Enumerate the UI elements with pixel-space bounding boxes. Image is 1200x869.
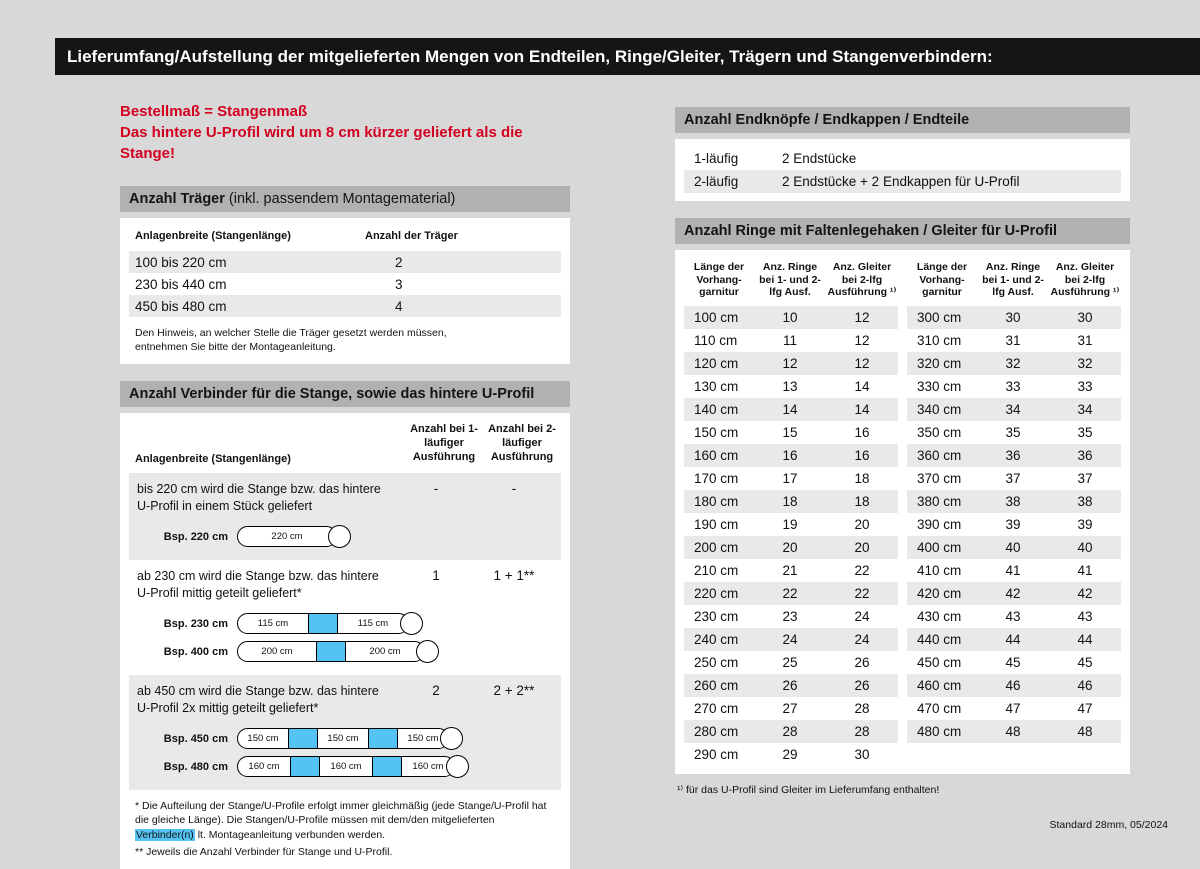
ringe-table-right — [907, 258, 1121, 766]
ringe-row-rings: 31 — [1005, 332, 1021, 348]
ringe-row-gliders: 28 — [854, 700, 870, 716]
rod-example — [137, 753, 553, 781]
rod-connector — [372, 757, 402, 776]
verbinder-footnote-1 — [135, 799, 555, 843]
rod-diagram — [237, 641, 425, 662]
ringe-row-rings: 43 — [1005, 608, 1021, 624]
endteile-row-type: 2-läufig — [694, 174, 739, 189]
ringe-row-gliders: 22 — [854, 585, 870, 601]
rod-connector — [316, 642, 346, 661]
ringe-row-gliders: 34 — [1077, 401, 1093, 417]
ringe-row-length: 400 cm — [917, 539, 962, 555]
ringe-row-gliders: 22 — [854, 562, 870, 578]
rod-segment: 150 cm — [407, 733, 439, 745]
table-row — [129, 295, 561, 317]
traeger-row-count: 4 — [395, 298, 403, 314]
ringe-row-gliders: 18 — [854, 470, 870, 486]
ringe-row-rings: 21 — [782, 562, 798, 578]
ringe-row-rings: 47 — [1005, 700, 1021, 716]
ringe-row-gliders: 42 — [1077, 585, 1093, 601]
verbinder-footnote-2: ** Jeweils die Anzahl Verbinder für Stange und U-Profil. — [135, 845, 393, 858]
rod-connector — [368, 729, 398, 748]
verbinder-count-2run: 2 + 2** — [493, 682, 535, 698]
rod-example — [137, 523, 553, 551]
table-row — [907, 674, 1121, 697]
ringe-row-rings: 15 — [782, 424, 798, 440]
ringe-row-gliders: 33 — [1077, 378, 1093, 394]
table-row — [684, 720, 898, 743]
table-row — [907, 398, 1121, 421]
ringe-row-gliders: 14 — [854, 401, 870, 417]
table-row — [129, 273, 561, 295]
ringe-row-gliders: 35 — [1077, 424, 1093, 440]
ringe-row-gliders: 37 — [1077, 470, 1093, 486]
verbinder-section-row — [137, 568, 553, 603]
ringe-row-length: 480 cm — [917, 723, 962, 739]
ringe-row-length: 340 cm — [917, 401, 962, 417]
table-row — [684, 352, 898, 375]
ringe-row-length: 110 cm — [694, 332, 738, 348]
table-row — [684, 170, 1121, 193]
right-column — [675, 107, 1130, 796]
ringe-row-length: 470 cm — [917, 700, 962, 716]
ringe-row-gliders: 30 — [854, 746, 870, 762]
ringe-row-rings: 46 — [1005, 677, 1021, 693]
table-row — [907, 490, 1121, 513]
ringe-row-rings: 48 — [1005, 723, 1021, 739]
table-row — [907, 720, 1121, 743]
verbinder-footnotes — [129, 790, 561, 862]
rod-connector — [308, 614, 338, 633]
rod-examples — [137, 610, 553, 666]
ringe-row-length: 390 cm — [917, 516, 962, 532]
ringe-row-length: 320 cm — [917, 355, 962, 371]
ringe-row-gliders: 20 — [854, 539, 870, 555]
rod-example-label: Bsp. 220 cm — [163, 530, 228, 543]
ringe-row-rings: 37 — [1005, 470, 1021, 486]
ringe-row-length: 330 cm — [917, 378, 962, 394]
table-row — [907, 421, 1121, 444]
notice-line-2: Das hintere U-Profil wird um 8 cm kürzer geliefert als die Stange! — [120, 124, 523, 162]
ringe-row-length: 380 cm — [917, 493, 962, 509]
ringe-table-left — [684, 258, 898, 766]
ringe-row-rings: 11 — [782, 332, 797, 348]
table-row — [684, 674, 898, 697]
table-row — [684, 559, 898, 582]
table-row — [684, 582, 898, 605]
ringe-row-rings: 40 — [1005, 539, 1021, 555]
ringe-row-length: 130 cm — [694, 378, 739, 394]
endteile-section-title: Anzahl Endknöpfe / Endkappen / Endteile — [684, 112, 970, 128]
table-row — [684, 467, 898, 490]
table-row — [684, 490, 898, 513]
ringe-row-rings: 17 — [782, 470, 798, 486]
rod-example-label: Bsp. 230 cm — [163, 617, 228, 630]
table-row — [907, 651, 1121, 674]
ringe-row-rings: 16 — [782, 447, 798, 463]
table-row — [684, 375, 898, 398]
ringe-row-rings: 42 — [1005, 585, 1021, 601]
traeger-table — [120, 218, 570, 364]
ringe-col-length-header: Länge der Vorhang-garnitur — [693, 261, 745, 299]
rod-diagram — [237, 756, 455, 777]
verbinder-section-text: ab 450 cm wird die Stange bzw. das hintere U-Profil 2x mittig geteilt geliefert* — [137, 683, 379, 716]
footnote-1-highlight: Verbinder(n) — [136, 828, 194, 841]
rod-segment: 115 cm — [357, 618, 389, 630]
ringe-row-gliders: 39 — [1077, 516, 1093, 532]
traeger-table-header — [129, 226, 561, 251]
rod-segment: 150 cm — [247, 733, 279, 745]
verbinder-table-header — [129, 421, 561, 472]
traeger-section-title: Anzahl Träger — [129, 191, 225, 207]
traeger-section-title-suffix: (inkl. passendem Montagematerial) — [224, 191, 456, 207]
endteile-rows — [684, 147, 1121, 193]
ringe-row-rings: 45 — [1005, 654, 1021, 670]
rod-segment: 115 cm — [257, 618, 289, 630]
order-notice — [120, 101, 570, 164]
rod-segment: 150 cm — [327, 733, 359, 745]
ringe-row-length: 440 cm — [917, 631, 962, 647]
ringe-row-gliders: 28 — [854, 723, 870, 739]
rod-segment: 200 cm — [369, 646, 401, 658]
ringe-row-length: 230 cm — [694, 608, 739, 624]
table-row — [907, 444, 1121, 467]
rod-diagram — [237, 613, 409, 634]
ringe-row-length: 410 cm — [917, 562, 962, 578]
ringe-row-gliders: 12 — [854, 309, 870, 325]
ringe-row-gliders: 48 — [1077, 723, 1093, 739]
traeger-col-width-header: Anlagenbreite (Stangenlänge) — [135, 230, 291, 242]
ringe-row-length: 170 cm — [694, 470, 739, 486]
page-header-bar — [55, 38, 1200, 75]
ringe-tables — [684, 258, 1121, 766]
verbinder-section-header — [120, 381, 570, 407]
verbinder-section-from-230 — [129, 560, 561, 675]
ringe-row-rings: 39 — [1005, 516, 1021, 532]
table-row — [684, 421, 898, 444]
ringe-row-rings: 35 — [1005, 424, 1021, 440]
ringe-table-header — [684, 258, 898, 306]
table-row — [907, 559, 1121, 582]
ringe-row-rings: 44 — [1005, 631, 1021, 647]
ringe-row-length: 240 cm — [694, 631, 739, 647]
table-row — [907, 697, 1121, 720]
verbinder-col-width-header: Anlagenbreite (Stangenlänge) — [135, 452, 291, 465]
version-label: Standard 28mm, 05/2024 — [1049, 819, 1168, 831]
table-row — [907, 582, 1121, 605]
traeger-note: Den Hinweis, an welcher Stelle die Träger gesetzt werden müssen, entnehmen Sie bitte der Montageanleitung. — [135, 327, 447, 354]
ringe-row-rings: 38 — [1005, 493, 1021, 509]
verbinder-count-1run: - — [433, 480, 439, 496]
rod-example — [137, 610, 553, 638]
rod-end-knob-icon — [400, 612, 423, 635]
verbinder-count-2run: - — [511, 480, 517, 496]
ringe-section-title: Anzahl Ringe mit Faltenlegehaken / Gleiter für U-Profil — [684, 223, 1058, 239]
traeger-section-header — [120, 186, 570, 212]
ringe-row-gliders: 18 — [854, 493, 870, 509]
ringe-col-gliders-header: Anz. Gleiter bei 2-lfg Ausführung ¹⁾ — [1050, 261, 1120, 299]
rod-segment: 160 cm — [248, 761, 280, 773]
page-title: Lieferumfang/Aufstellung der mitgelieferten Mengen von Endteilen, Ringe/Gleiter, Trägern und Stangenverbindern: — [67, 46, 993, 66]
ringe-row-length: 190 cm — [694, 516, 739, 532]
table-row — [684, 147, 1121, 170]
rod-diagram — [237, 526, 337, 547]
ringe-col-rings-header: Anz. Ringe bei 1- und 2-lfg Ausf. — [759, 261, 821, 299]
ringe-row-rings: 33 — [1005, 378, 1021, 394]
table-row — [907, 605, 1121, 628]
ringe-row-gliders: 24 — [854, 631, 870, 647]
ringe-row-length: 260 cm — [694, 677, 739, 693]
ringe-row-length: 250 cm — [694, 654, 739, 670]
ringe-row-length: 420 cm — [917, 585, 962, 601]
table-row — [907, 375, 1121, 398]
table-row — [907, 306, 1121, 329]
traeger-col-count-header: Anzahl der Träger — [365, 230, 458, 242]
ringe-col-length-header: Länge der Vorhang-garnitur — [916, 261, 968, 299]
ringe-row-gliders: 16 — [854, 424, 870, 440]
ringe-rows-right — [907, 306, 1121, 743]
traeger-row-range: 230 bis 440 cm — [135, 276, 227, 292]
ringe-row-gliders: 40 — [1077, 539, 1093, 555]
rod-segment: 160 cm — [412, 761, 444, 773]
ringe-row-gliders: 16 — [854, 447, 870, 463]
table-row — [684, 628, 898, 651]
ringe-row-rings: 25 — [782, 654, 798, 670]
rod-diagram — [237, 728, 449, 749]
table-row — [907, 536, 1121, 559]
rod-end-knob-icon — [446, 755, 469, 778]
ringe-row-rings: 20 — [782, 539, 798, 555]
ringe-row-gliders: 46 — [1077, 677, 1093, 693]
ringe-row-rings: 19 — [782, 516, 798, 532]
ringe-row-length: 120 cm — [694, 355, 739, 371]
ringe-row-length: 210 cm — [694, 562, 739, 578]
left-column — [120, 101, 570, 869]
rod-example — [137, 638, 553, 666]
rod-end-knob-icon — [328, 525, 351, 548]
ringe-row-rings: 24 — [782, 631, 798, 647]
table-row — [907, 628, 1121, 651]
ringe-row-gliders: 24 — [854, 608, 870, 624]
ringe-row-length: 360 cm — [917, 447, 962, 463]
ringe-rows-left — [684, 306, 898, 766]
table-row — [684, 651, 898, 674]
ringe-row-rings: 10 — [782, 309, 798, 325]
ringe-row-length: 450 cm — [917, 654, 962, 670]
traeger-rows — [129, 251, 561, 317]
endteile-table — [675, 139, 1130, 201]
ringe-row-length: 140 cm — [694, 401, 739, 417]
ringe-row-rings: 41 — [1005, 562, 1021, 578]
rod-examples — [137, 725, 553, 781]
table-row — [907, 352, 1121, 375]
ringe-row-length: 460 cm — [917, 677, 962, 693]
traeger-row-range: 100 bis 220 cm — [135, 254, 227, 270]
verbinder-count-1run: 1 — [432, 567, 440, 583]
table-row — [907, 329, 1121, 352]
ringe-row-gliders: 30 — [1077, 309, 1093, 325]
ringe-row-rings: 26 — [782, 677, 798, 693]
rod-end-knob-icon — [416, 640, 439, 663]
verbinder-count-1run: 2 — [432, 682, 440, 698]
rod-example-label: Bsp. 450 cm — [163, 732, 228, 745]
ringe-row-length: 100 cm — [694, 309, 739, 325]
rod-segment: 220 cm — [271, 531, 303, 543]
ringe-row-gliders: 32 — [1077, 355, 1093, 371]
rod-example — [137, 725, 553, 753]
notice-line-1: Bestellmaß = Stangenmaß — [120, 103, 308, 120]
ringe-row-length: 200 cm — [694, 539, 739, 555]
table-row — [684, 536, 898, 559]
ringe-row-length: 290 cm — [694, 746, 739, 762]
verbinder-count-2run: 1 + 1** — [493, 567, 535, 583]
ringe-row-gliders: 44 — [1077, 631, 1093, 647]
ringe-row-rings: 18 — [782, 493, 798, 509]
ringe-row-length: 370 cm — [917, 470, 962, 486]
footnote-1-pre: * Die Aufteilung der Stange/U-Profile erfolgt immer gleichmäßig (jede Stange/U-Profil hat die gleiche Länge). Die Stangen/U-Profile müssen mit dem/den mitgelieferten — [135, 799, 547, 827]
endteile-row-content: 2 Endstücke — [782, 151, 857, 166]
ringe-row-rings: 34 — [1005, 401, 1021, 417]
verbinder-table — [120, 413, 570, 869]
ringe-row-rings: 32 — [1005, 355, 1021, 371]
rod-example-label: Bsp. 400 cm — [163, 645, 228, 658]
ringe-row-length: 350 cm — [917, 424, 962, 440]
ringe-col-rings-header: Anz. Ringe bei 1- und 2-lfg Ausf. — [982, 261, 1044, 299]
ringe-row-rings: 30 — [1005, 309, 1021, 325]
verbinder-section-up-to-220 — [129, 473, 561, 560]
ringe-row-rings: 14 — [782, 401, 798, 417]
ringe-row-gliders: 31 — [1077, 332, 1093, 348]
verbinder-section-row — [137, 481, 553, 516]
ringe-row-length: 150 cm — [694, 424, 739, 440]
ringe-row-rings: 22 — [782, 585, 798, 601]
ringe-row-rings: 29 — [782, 746, 798, 762]
verbinder-section-from-450 — [129, 675, 561, 790]
ringe-row-rings: 36 — [1005, 447, 1021, 463]
verbinder-col-2run-header: Anzahl bei 2-läufiger Ausführung — [488, 423, 556, 463]
verbinder-section-row — [137, 683, 553, 718]
table-row — [684, 513, 898, 536]
table-row — [684, 306, 898, 329]
rod-examples — [137, 523, 553, 551]
ringe-row-length: 270 cm — [694, 700, 739, 716]
ringe-row-rings: 12 — [782, 355, 798, 371]
verbinder-col-1run-header: Anzahl bei 1-läufiger Ausführung — [410, 423, 478, 463]
rod-connector — [288, 729, 318, 748]
rod-connector — [290, 757, 320, 776]
ringe-row-gliders: 38 — [1077, 493, 1093, 509]
ringe-row-rings: 13 — [782, 378, 798, 394]
ringe-row-rings: 28 — [782, 723, 798, 739]
table-row — [684, 605, 898, 628]
ringe-footnote: ¹⁾ für das U-Profil sind Gleiter im Lieferumfang enthalten! — [677, 783, 940, 796]
ringe-row-gliders: 20 — [854, 516, 870, 532]
ringe-row-length: 280 cm — [694, 723, 739, 739]
traeger-row-count: 3 — [395, 276, 403, 292]
ringe-row-gliders: 47 — [1077, 700, 1093, 716]
table-row — [684, 743, 898, 766]
verbinder-section-text: bis 220 cm wird die Stange bzw. das hintere U-Profil in einem Stück geliefert — [137, 481, 381, 514]
ringe-row-length: 430 cm — [917, 608, 962, 624]
ringe-row-rings: 27 — [782, 700, 798, 716]
rod-segment: 200 cm — [261, 646, 293, 658]
ringe-row-length: 300 cm — [917, 309, 962, 325]
table-row — [907, 467, 1121, 490]
ringe-row-gliders: 14 — [854, 378, 870, 394]
ringe-row-gliders: 26 — [854, 654, 870, 670]
footnote-1-post: lt. Montageanleitung verbunden werden. — [194, 828, 386, 841]
table-row — [129, 251, 561, 273]
ringe-col-gliders-header: Anz. Gleiter bei 2-lfg Ausführung ¹⁾ — [827, 261, 897, 299]
table-row — [684, 329, 898, 352]
verbinder-section-title: Anzahl Verbinder für die Stange, sowie das hintere U-Profil — [129, 386, 535, 403]
table-row — [907, 513, 1121, 536]
ringe-row-length: 160 cm — [694, 447, 739, 463]
ringe-table-header — [907, 258, 1121, 306]
table-row — [684, 398, 898, 421]
ringe-row-gliders: 43 — [1077, 608, 1093, 624]
ringe-row-rings: 23 — [782, 608, 798, 624]
table-row — [684, 444, 898, 467]
ringe-row-gliders: 41 — [1077, 562, 1093, 578]
table-row — [684, 697, 898, 720]
traeger-row-range: 450 bis 480 cm — [135, 298, 227, 314]
verbinder-section-text: ab 230 cm wird die Stange bzw. das hintere U-Profil mittig geteilt geliefert* — [137, 568, 379, 601]
ringe-table-box — [675, 250, 1130, 774]
ringe-row-gliders: 12 — [854, 355, 870, 371]
endteile-section-header — [675, 107, 1130, 133]
endteile-row-type: 1-läufig — [694, 151, 739, 166]
ringe-row-length: 220 cm — [694, 585, 739, 601]
ringe-row-gliders: 12 — [854, 332, 870, 348]
rod-end-knob-icon — [440, 727, 463, 750]
rod-segment: 160 cm — [330, 761, 362, 773]
endteile-row-content: 2 Endstücke + 2 Endkappen für U-Profil — [782, 174, 1020, 189]
rod-example-label: Bsp. 480 cm — [163, 760, 228, 773]
ringe-row-gliders: 36 — [1077, 447, 1093, 463]
ringe-row-length: 310 cm — [917, 332, 962, 348]
ringe-section-header — [675, 218, 1130, 244]
ringe-row-length: 180 cm — [694, 493, 739, 509]
ringe-row-gliders: 45 — [1077, 654, 1093, 670]
traeger-row-count: 2 — [395, 254, 403, 270]
ringe-row-gliders: 26 — [854, 677, 870, 693]
